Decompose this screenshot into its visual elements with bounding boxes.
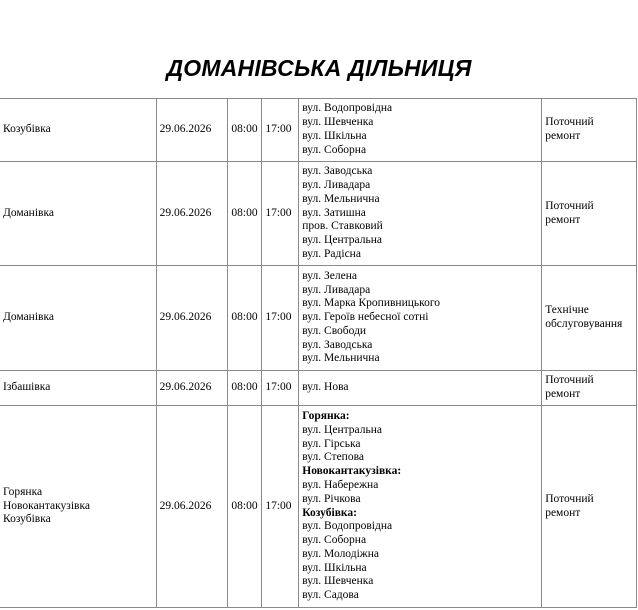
start-time-cell: 08:00 bbox=[228, 162, 262, 266]
street-name: вул. Радісна bbox=[302, 247, 361, 260]
work-type-text: ремонт bbox=[545, 506, 581, 519]
street-name: вул. Шкільна bbox=[302, 561, 367, 574]
table-body bbox=[0, 99, 637, 608]
street-name: вул. Зелена bbox=[302, 269, 358, 282]
locality-name: Козубівка bbox=[3, 123, 51, 136]
date-cell: 29.06.2026 bbox=[156, 99, 228, 162]
village-heading: Новокантакузівка: bbox=[302, 465, 402, 478]
street-name: вул. Водопровідна bbox=[302, 102, 393, 115]
street-name: вул. Шевченка bbox=[302, 575, 374, 588]
work-type-cell bbox=[542, 371, 637, 406]
outage-schedule-table bbox=[0, 98, 637, 608]
street-name: вул. Ливадара bbox=[302, 283, 371, 296]
start-time-cell: 08:00 bbox=[228, 266, 262, 371]
table-row bbox=[0, 266, 637, 371]
street-name: вул. Мельнична bbox=[302, 352, 380, 365]
street-name: вул. Садова bbox=[302, 589, 359, 602]
end-time-cell: 17:00 bbox=[262, 371, 299, 406]
street-name: вул. Соборна bbox=[302, 143, 367, 156]
locality-name: Ізбашівка bbox=[3, 381, 51, 394]
date-cell: 29.06.2026 bbox=[156, 371, 228, 406]
work-type-text: Поточний bbox=[545, 374, 594, 387]
locality-cell bbox=[0, 99, 156, 162]
end-time-cell: 17:00 bbox=[262, 266, 299, 371]
street-name: вул. Героїв небесної сотні bbox=[302, 311, 429, 324]
work-type-cell bbox=[542, 406, 637, 608]
table-row bbox=[0, 406, 637, 608]
street-name: вул. Свободи bbox=[302, 324, 367, 337]
street-name: вул. Степова bbox=[302, 451, 364, 464]
start-time-cell: 08:00 bbox=[228, 99, 262, 162]
table-row bbox=[0, 99, 637, 162]
start-time-cell: 08:00 bbox=[228, 371, 262, 406]
work-type-text: ремонт bbox=[545, 130, 581, 142]
table-row bbox=[0, 371, 637, 406]
work-type-text: Поточний bbox=[545, 199, 594, 212]
start-time-cell: 08:00 bbox=[228, 406, 262, 608]
street-name: вул. Заводська bbox=[302, 165, 373, 178]
street-name: вул. Водопровідна bbox=[302, 520, 393, 533]
village-heading: Горянка: bbox=[302, 409, 350, 422]
date-cell: 29.06.2026 bbox=[156, 162, 228, 266]
end-time-cell: 17:00 bbox=[262, 99, 299, 162]
street-name: вул. Затишна bbox=[302, 206, 366, 219]
village-heading: Козубівка: bbox=[302, 506, 357, 519]
date-cell: 29.06.2026 bbox=[156, 266, 228, 371]
street-name: вул. Гірська bbox=[302, 437, 361, 450]
street-name: вул. Мельнична bbox=[302, 192, 380, 205]
street-name: вул. Річкова bbox=[302, 492, 361, 505]
locality-name: Горянка bbox=[3, 485, 43, 498]
street-name: вул. Шевченка bbox=[302, 116, 374, 129]
work-type-cell bbox=[542, 99, 637, 162]
locality-cell bbox=[0, 406, 156, 608]
streets-cell bbox=[299, 266, 542, 371]
street-name: вул. Шкільна bbox=[302, 130, 367, 142]
street-name: вул. Марка Кропивницького bbox=[302, 297, 441, 310]
locality-name: Доманівка bbox=[3, 206, 54, 219]
streets-cell bbox=[299, 371, 542, 406]
locality-cell bbox=[0, 266, 156, 371]
street-name: вул. Соборна bbox=[302, 534, 367, 547]
locality-name: Козубівка bbox=[3, 513, 51, 526]
date-cell: 29.06.2026 bbox=[156, 406, 228, 608]
work-type-cell bbox=[542, 162, 637, 266]
page-title: ДОМАНІВСЬКА ДІЛЬНИЦЯ bbox=[166, 55, 472, 81]
table-row bbox=[0, 162, 637, 266]
locality-name: Доманівка bbox=[3, 311, 54, 324]
street-name: вул. Центральна bbox=[302, 234, 382, 247]
locality-cell bbox=[0, 162, 156, 266]
work-type-text: Поточний bbox=[545, 492, 594, 505]
locality-name: Новокантакузівка bbox=[3, 499, 90, 512]
streets-cell bbox=[299, 406, 542, 608]
street-name: пров. Ставковий bbox=[302, 220, 383, 233]
end-time-cell: 17:00 bbox=[262, 162, 299, 266]
work-type-text: ремонт bbox=[545, 388, 581, 400]
street-name: вул. Набережна bbox=[302, 478, 379, 491]
streets-cell bbox=[299, 162, 542, 266]
street-name: вул. Ливадара bbox=[302, 179, 371, 191]
street-name: вул. Молодіжна bbox=[302, 547, 379, 560]
work-type-text: Технічне bbox=[545, 304, 589, 317]
street-name: вул. Заводська bbox=[302, 338, 373, 351]
end-time-cell: 17:00 bbox=[262, 406, 299, 608]
locality-cell bbox=[0, 371, 156, 406]
work-type-cell bbox=[542, 266, 637, 371]
street-name: вул. Нова bbox=[302, 381, 349, 394]
work-type-text: ремонт bbox=[545, 213, 581, 226]
work-type-text: обслуговування bbox=[545, 318, 623, 330]
streets-cell bbox=[299, 99, 542, 162]
street-name: вул. Центральна bbox=[302, 423, 382, 436]
work-type-text: Поточний bbox=[545, 116, 594, 129]
